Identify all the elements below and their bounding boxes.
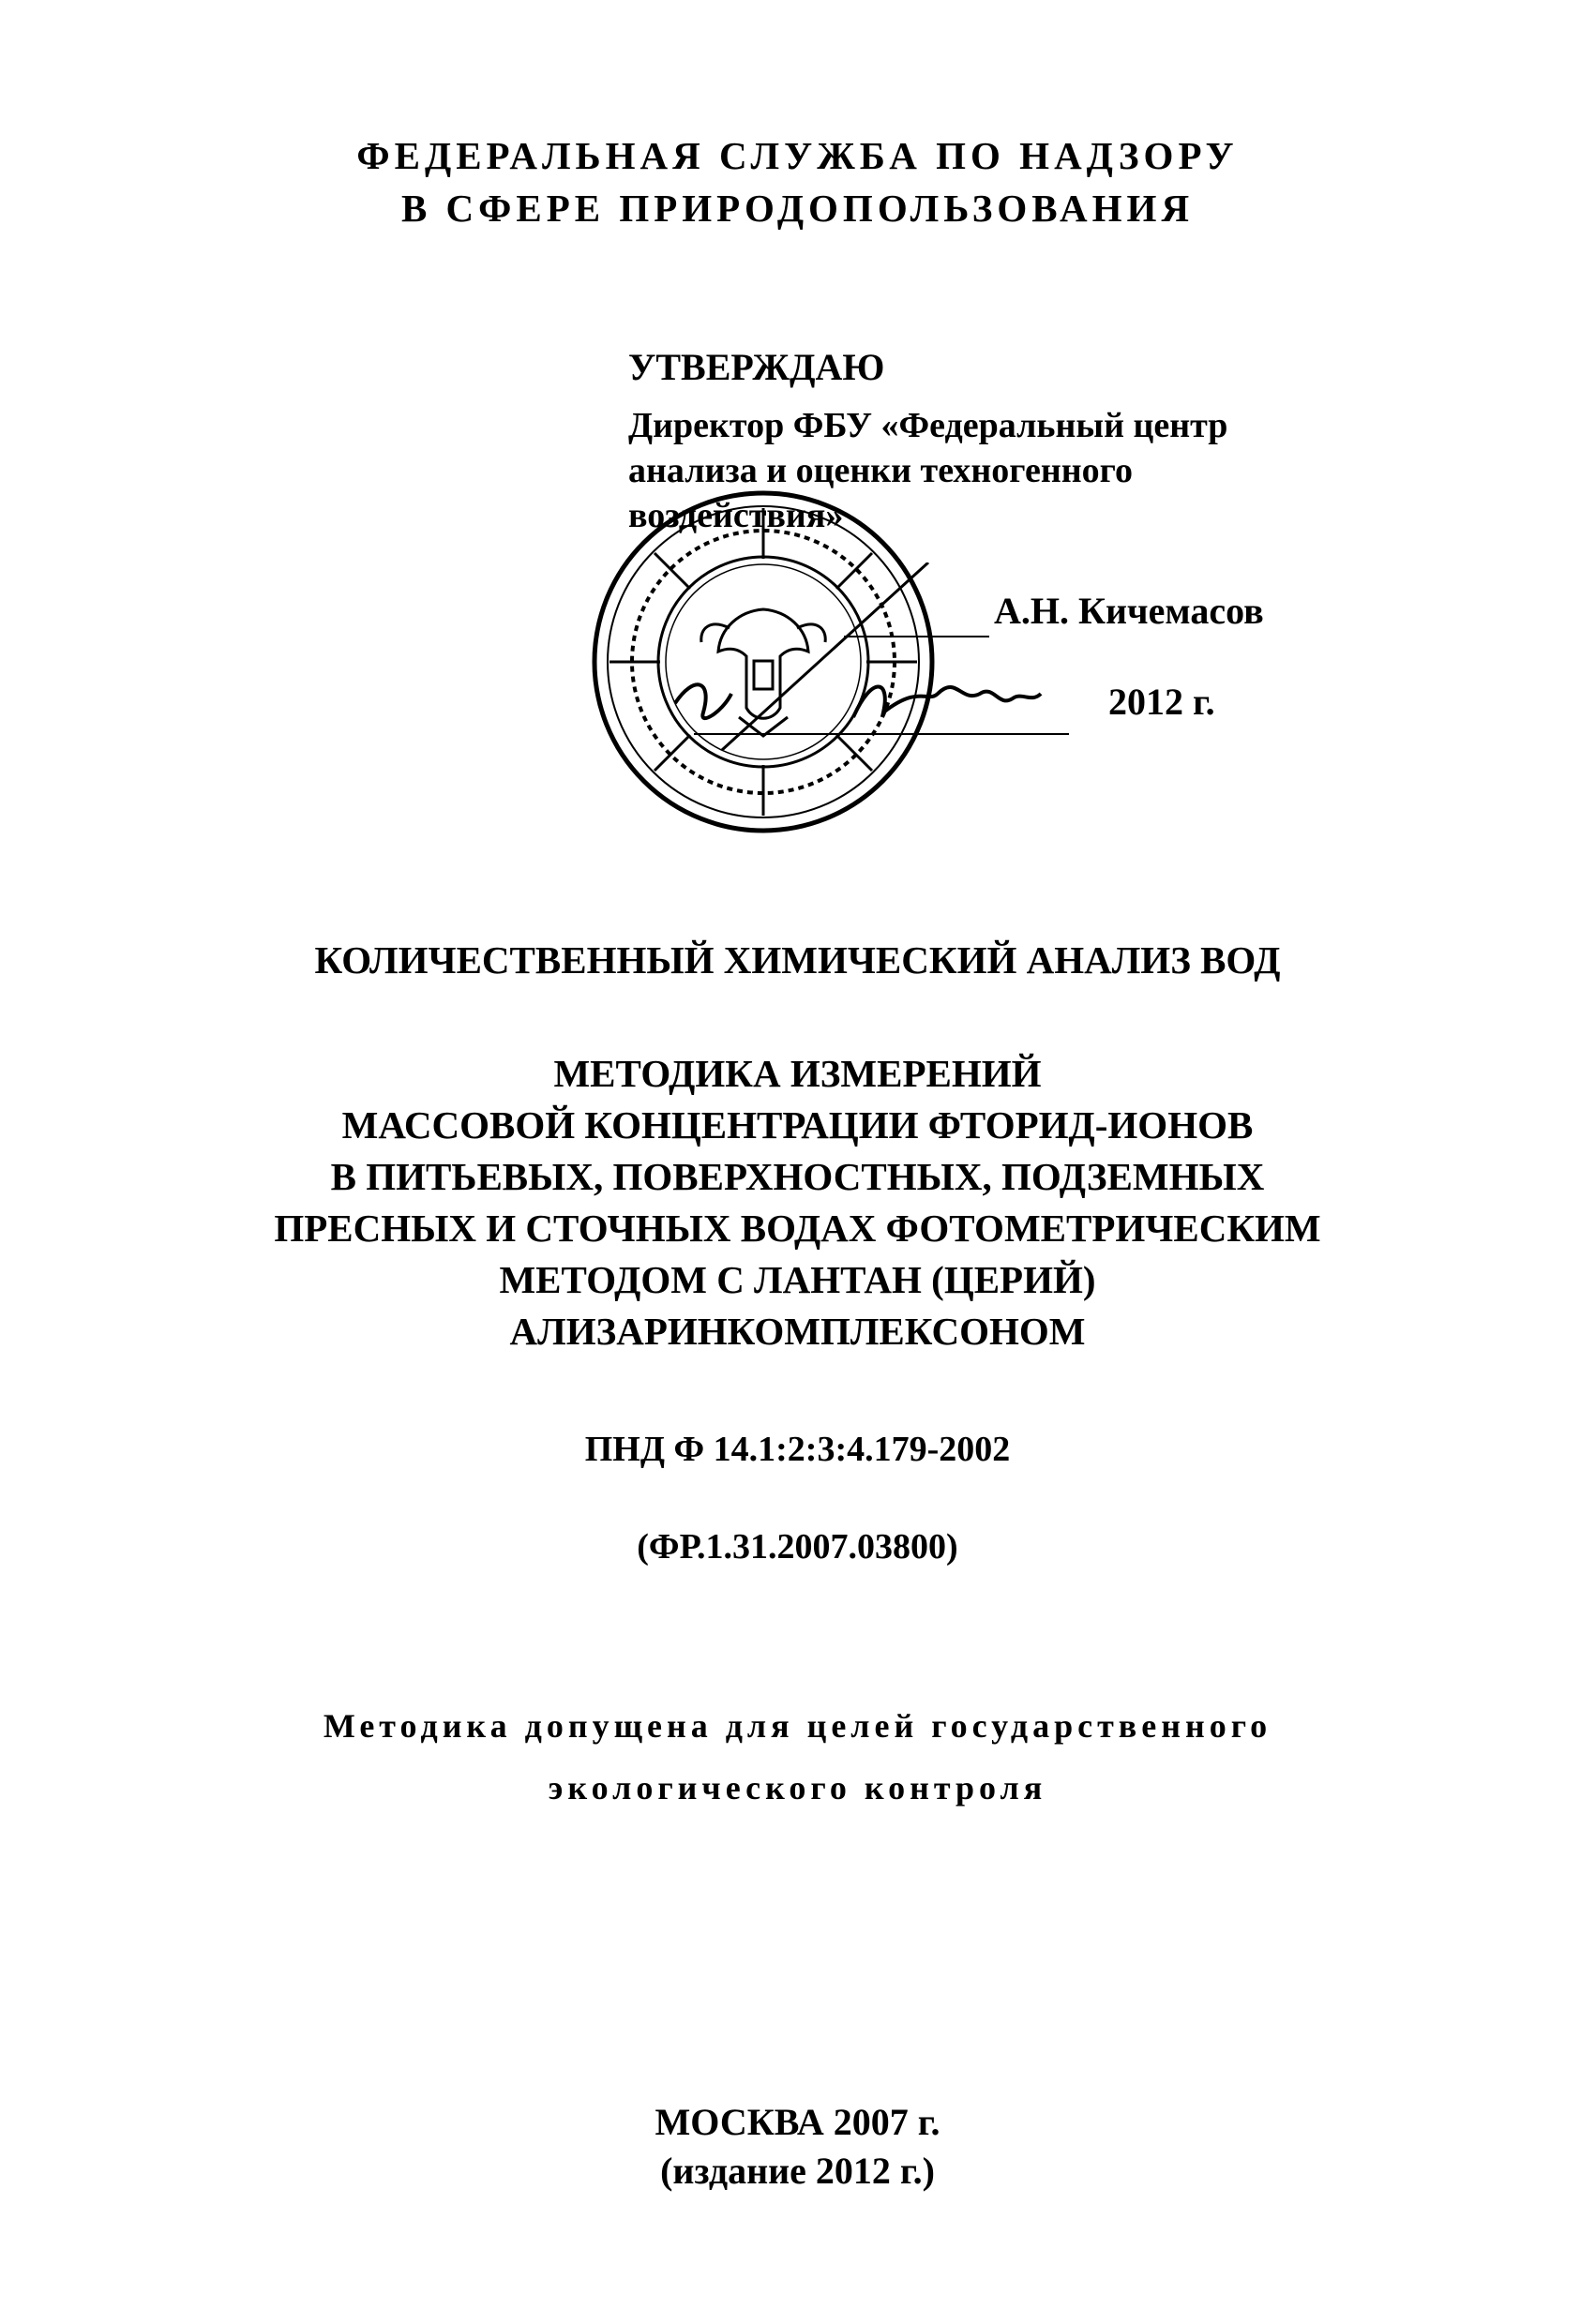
document-heading: КОЛИЧЕСТВЕННЫЙ ХИМИЧЕСКИЙ АНАЛИЗ ВОД [314,938,1281,982]
method-title [0,1048,1595,1357]
method-title-line: ПРЕСНЫХ И СТОЧНЫХ ВОДАХ ФОТОМЕТРИЧЕСКИМ [274,1207,1321,1250]
city-year: МОСКВА 2007 г. [655,2101,940,2143]
approval-title: УТВЕРЖДАЮ [628,346,885,388]
method-title-line: МЕТОДОМ С ЛАНТАН (ЦЕРИЙ) [499,1258,1096,1301]
signature-line [844,636,989,637]
registration-number: (ФР.1.31.2007.03800) [637,1527,958,1567]
approval-position-line-3: воздействия» [628,496,844,535]
agency-line-2: В СФЕРЕ ПРИРОДОПОЛЬЗОВАНИЯ [400,187,1195,230]
approval-position-line-1: Директор ФБУ «Федеральный центр [628,406,1228,445]
approval-position-line-2: анализа и оценки техногенного [628,451,1133,490]
method-title-line: В ПИТЬЕВЫХ, ПОВЕРХНОСТНЫХ, ПОДЗЕМНЫХ [330,1155,1265,1198]
method-title-line: МАССОВОЙ КОНЦЕНТРАЦИИ ФТОРИД-ИОНОВ [341,1103,1254,1147]
admission-line-2: экологического контроля [548,1769,1047,1807]
date-line [694,733,1069,735]
admission-note [0,1695,1595,1819]
agency-header [0,129,1595,234]
publication-footer [0,2098,1595,2196]
document-code: ПНД Ф 14.1:2:3:4.179-2002 [584,1430,1011,1469]
approval-date-year: 2012 г. [1108,681,1215,723]
admission-line-1: Методика допущена для целей государственного [323,1707,1272,1745]
edition: (издание 2012 г.) [660,2150,935,2192]
method-title-line: МЕТОДИКА ИЗМЕРЕНИЙ [553,1052,1042,1095]
method-title-line: АЛИЗАРИНКОМПЛЕКСОНОМ [509,1310,1086,1353]
agency-line-1: ФЕДЕРАЛЬНАЯ СЛУЖБА ПО НАДЗОРУ [356,134,1239,177]
approval-signatory: А.Н. Кичемасов [994,590,1264,632]
